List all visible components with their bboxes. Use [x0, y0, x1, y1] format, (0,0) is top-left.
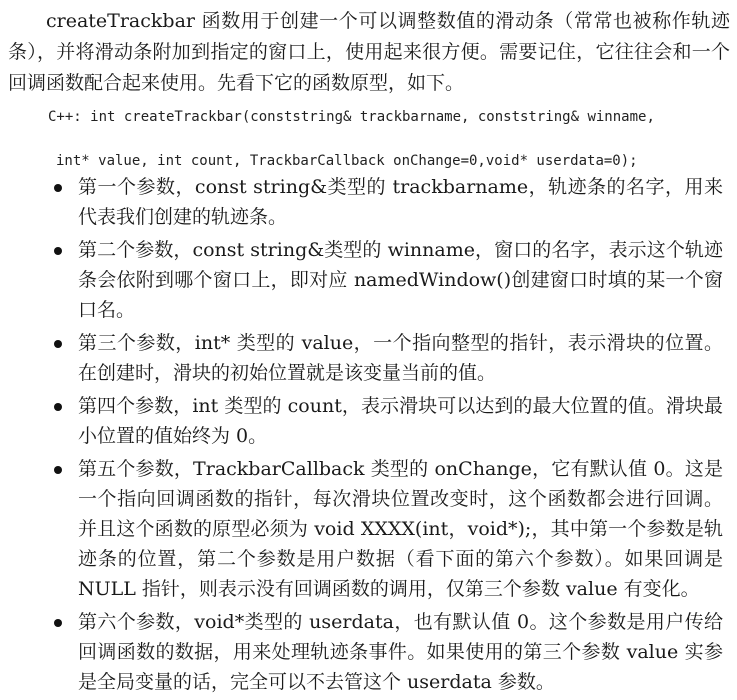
list-item-param-5 — [0, 454, 737, 604]
list-item-param-3 — [0, 328, 737, 388]
bullet-dot-icon — [54, 619, 62, 627]
code-prototype-line-2: int* value, int count, TrackbarCallback onChange=0,void* userdata=0); — [56, 153, 638, 169]
bullet-dot-icon — [54, 247, 62, 255]
param-3-text: 第三个参数，int* 类型的 value，一个指向整型的指针，表示滑块的位置。在创建时，滑块的初始位置就是该变量当前的值。 — [78, 332, 723, 384]
param-2-text: 第二个参数，const string&类型的 winname，窗口的名字，表示这个轨迹条会依附到哪个窗口上，即对应 namedWindow()创建窗口时填的某一个窗口名。 — [78, 239, 723, 321]
list-item-param-4 — [0, 391, 737, 451]
list-item-param-1 — [0, 172, 737, 232]
list-item-param-6 — [0, 607, 737, 697]
parameter-list — [0, 172, 737, 700]
param-1-text: 第一个参数，const string&类型的 trackbarname，轨迹条的名字，用来代表我们创建的轨迹条。 — [78, 176, 723, 228]
list-item-param-2 — [0, 235, 737, 325]
bullet-dot-icon — [54, 403, 62, 411]
intro-paragraph: createTrackbar 函数用于创建一个可以调整数值的滑动条（常常也被称作轨迹条），并将滑动条附加到指定的窗口上，使用起来很方便。需要记住，它往往会和一个回调函数配合起来使用。先看下它的函数原型，如下。 — [8, 10, 730, 94]
bullet-dot-icon — [54, 184, 62, 192]
code-prototype-line-1: C++: int createTrackbar(conststring& trackbarname, conststring& winname, — [48, 109, 655, 125]
param-4-text: 第四个参数，int 类型的 count，表示滑块可以达到的最大位置的值。滑块最小位置的值始终为 0。 — [78, 395, 723, 447]
bullet-dot-icon — [54, 340, 62, 348]
param-5-text: 第五个参数，TrackbarCallback 类型的 onChange，它有默认值 0。这是一个指向回调函数的指针，每次滑块位置改变时，这个函数都会进行回调。并且这个函数的原型必须为 void XXXX(int，void*);，其中第一个参数是轨迹条的位置，第二个参数是用户数据（看下面的第六个参数）。如果回调是 NULL 指针，则表示没有回调函数的调用，仅第三个参数 value 有变化。 — [78, 458, 723, 600]
param-6-text: 第六个参数，void*类型的 userdata，也有默认值 0。这个参数是用户传给回调函数的数据，用来处理轨迹条事件。如果使用的第三个参数 value 实参是全局变量的话，完全可以不去管这个 userdata 参数。 — [78, 611, 723, 693]
bullet-dot-icon — [54, 466, 62, 474]
